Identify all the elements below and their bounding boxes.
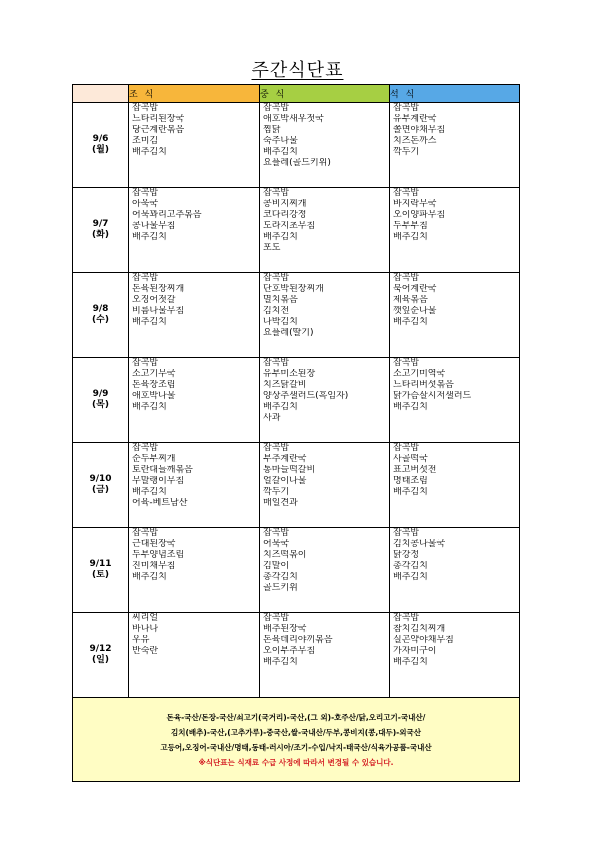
day-weekday: (토) [92,570,109,580]
day-cell [73,103,129,188]
table-row [73,528,520,613]
day-date: 9/7 [92,219,109,229]
menu-item: 멸치볶음 [263,295,298,305]
menu-item: 잡곡밥 [393,188,420,198]
breakfast-cell [129,103,260,188]
menu-item: 무말랭이무침 [132,476,185,486]
table-row [73,273,520,358]
menu-item: 배추김치 [132,147,167,157]
menu-item: 요플레(딸기) [263,328,314,338]
menu-item: 잡곡밥 [132,358,159,368]
dinner-cell [390,103,520,188]
menu-item: 오이부추무침 [263,646,316,656]
menu-item: 반숙란 [132,646,159,656]
menu-item: 잡곡밥 [132,188,159,198]
day-date: 9/12 [89,644,112,654]
header-corner [73,85,129,103]
menu-item: 잡곡밥 [393,443,420,453]
menu-item: 배추김치 [393,317,428,327]
menu-item: 잡곡밥 [393,528,420,538]
table-row [73,358,520,443]
menu-item: 배추김치 [263,147,298,157]
menu-item: 잡곡밥 [393,358,420,368]
change-notice: ※식단표는 식재료 수급 사정에 따라서 변경될 수 있습니다. [198,757,394,767]
menu-item: 치즈떡볶이 [263,550,307,560]
menu-item: 배추김치 [132,402,167,412]
menu-item: 북어계란국 [393,284,437,294]
menu-item: 배추김치 [132,572,167,582]
dinner-cell [390,528,520,613]
breakfast-cell [129,188,260,273]
page-title-text: 주간식단표 [251,60,344,81]
menu-item: 두부부침 [393,221,428,231]
day-date: 9/9 [92,389,109,399]
menu-item: 나박김치 [263,317,298,327]
menu-item: 숙주나물 [263,136,298,146]
menu-item: 잡곡밥 [263,443,290,453]
menu-item: 쫄면야채무침 [393,125,446,135]
day-date: 9/8 [92,304,109,314]
origin-info [73,698,520,782]
menu-item: 순두부찌개 [132,454,176,464]
day-cell [73,528,129,613]
menu-item: 근대된장국 [132,539,176,549]
breakfast-cell [129,528,260,613]
menu-item: 깍두기 [393,147,420,157]
dinner-cell [390,273,520,358]
day-weekday: (수) [92,315,109,325]
menu-item: 치즈닭갈비 [263,380,307,390]
menu-item: 두부양념조림 [132,550,185,560]
menu-item: 잡곡밥 [263,528,290,538]
menu-item: 잡곡밥 [263,188,290,198]
header-dinner: 석 식 [390,85,520,103]
menu-item: 사과 [263,413,281,423]
menu-item: 토란대들깨볶음 [132,465,193,475]
day-weekday: (월) [92,145,109,155]
page-title [0,56,595,82]
menu-item: 돈육된장찌개 [132,284,185,294]
day-date: 9/11 [89,559,112,569]
menu-item: 잡곡밥 [263,358,290,368]
menu-item: 배추김치 [393,487,428,497]
menu-item: 애호박나물 [132,391,176,401]
menu-item: 배추된장국 [263,624,307,634]
breakfast-cell [129,358,260,443]
breakfast-cell [129,443,260,528]
dinner-cell [390,358,520,443]
menu-item: 잡곡밥 [393,273,420,283]
breakfast-cell [129,273,260,358]
menu-item: 오이양파무침 [393,210,446,220]
menu-item: 어묵꽈리고추볶음 [132,210,202,220]
table-row [73,188,520,273]
menu-item: 부추계란국 [263,454,307,464]
menu-item: 어묵국 [263,539,290,549]
menu-item: 닭가슴살시저샐러드 [393,391,472,401]
lunch-cell [260,358,390,443]
menu-item: 돈육데리야끼볶음 [263,635,333,645]
menu-item: 애호박새우젓국 [263,114,324,124]
menu-item: 유부계란국 [393,114,437,124]
menu-item: 표고버섯전 [393,465,437,475]
menu-item: 배추김치 [393,232,428,242]
header-breakfast: 조 식 [129,85,260,103]
menu-item: 잡곡밥 [263,273,290,283]
menu-item: 배추김치 [263,232,298,242]
menu-item: 총각김치 [393,561,428,571]
menu-item: 당근계란볶음 [132,125,185,135]
table-row [73,103,520,188]
menu-item: 코다리강정 [263,210,307,220]
menu-item: 조미김 [132,136,159,146]
lunch-cell [260,273,390,358]
menu-item: 총각김치 [263,572,298,582]
menu-item: 매일견과 [263,498,298,508]
dinner-cell [390,188,520,273]
origin-line: 고등어,오징어-국내산/명태,동태-러시아/조기-수입/낙지-태국산/식육가공품-국내산 [160,742,432,752]
menu-item: 요플레(골드키위) [263,158,331,168]
menu-item: 어육-베트남산 [132,498,188,508]
menu-item: 느타리된장국 [132,114,185,124]
dinner-cell [390,613,520,698]
menu-item: 콩비지찌개 [263,199,307,209]
lunch-cell [260,528,390,613]
menu-item: 비름나물무침 [132,306,185,316]
menu-item: 잡곡밥 [132,528,159,538]
menu-item: 김치전 [263,306,290,316]
origin-line: 돈육-국산/돈장-국산/쇠고기(국거리)-국산,(그 외)-호주산/닭,오리고기-국내산/ [166,712,426,722]
day-weekday: (목) [92,400,109,410]
menu-item: 포도 [263,243,281,253]
menu-item: 골드키위 [263,583,298,593]
menu-item: 소고기무국 [132,369,176,379]
menu-item: 얼갈이나물 [263,476,307,486]
menu-item: 느타리버섯볶음 [393,380,454,390]
lunch-cell [260,613,390,698]
menu-item: 참치김치찌개 [393,624,446,634]
menu-item: 바나나 [132,624,159,634]
menu-item: 사골떡국 [393,454,428,464]
menu-item: 돈육장조림 [132,380,176,390]
day-weekday: (금) [92,485,109,495]
lunch-cell [260,103,390,188]
lunch-cell [260,188,390,273]
menu-item: 우유 [132,635,150,645]
day-cell [73,358,129,443]
menu-item: 깻잎순나물 [393,306,437,316]
menu-item: 오징어젓갈 [132,295,176,305]
table-row [73,443,520,528]
dinner-cell [390,443,520,528]
menu-item: 찜닭 [263,125,281,135]
menu-item: 배추김치 [132,317,167,327]
menu-item: 실곤약야채무침 [393,635,454,645]
menu-item: 제육볶음 [393,295,428,305]
lunch-cell [260,443,390,528]
meal-table [72,84,520,782]
menu-item: 김치콩나물국 [393,539,446,549]
menu-item: 배추김치 [393,657,428,667]
menu-item: 콩나물무침 [132,221,176,231]
table-row [73,613,520,698]
breakfast-cell [129,613,260,698]
menu-item: 깍두기 [263,487,290,497]
menu-item: 배추김치 [263,402,298,412]
day-cell [73,273,129,358]
menu-item: 진미채무침 [132,561,176,571]
menu-item: 단호박된장찌개 [263,284,324,294]
menu-item: 도라지초무침 [263,221,316,231]
menu-item: 씨리얼 [132,613,159,623]
menu-item: 양상추샐러드(흑임자) [263,391,349,401]
menu-item: 배추김치 [393,402,428,412]
menu-item: 잡곡밥 [393,613,420,623]
menu-item: 아욱국 [132,199,159,209]
menu-item: 통마늘떡갈비 [263,465,316,475]
day-date: 9/6 [92,134,109,144]
day-date: 9/10 [89,474,112,484]
table-body [73,103,520,698]
origin-line: 김치(배추)-국산,(고추가루)-중국산,쌀-국내산/두부,콩비지(콩,대두)-외국산 [170,727,421,737]
footer-row [73,698,520,782]
day-weekday: (화) [92,230,109,240]
menu-item: 잡곡밥 [132,443,159,453]
menu-item: 닭강정 [393,550,420,560]
header-lunch: 중 식 [260,85,390,103]
menu-item: 명태조림 [393,476,428,486]
day-weekday: (일) [92,655,109,665]
menu-item: 유부미소된장 [263,369,316,379]
menu-item: 치즈돈까스 [393,136,437,146]
menu-item: 잡곡밥 [263,103,290,113]
menu-item: 가자미구이 [393,646,437,656]
menu-item: 바지락무국 [393,199,437,209]
menu-item: 배추김치 [393,572,428,582]
menu-item: 김말이 [263,561,290,571]
menu-item: 배추김치 [132,487,167,497]
menu-item: 배추김치 [263,657,298,667]
menu-item: 소고기미역국 [393,369,446,379]
menu-item: 잡곡밥 [393,103,420,113]
menu-item: 배추김치 [132,232,167,242]
day-cell [73,613,129,698]
day-cell [73,443,129,528]
day-cell [73,188,129,273]
menu-item: 잡곡밥 [263,613,290,623]
menu-item: 잡곡밥 [132,103,159,113]
table-header-row [73,85,520,103]
menu-item: 잡곡밥 [132,273,159,283]
